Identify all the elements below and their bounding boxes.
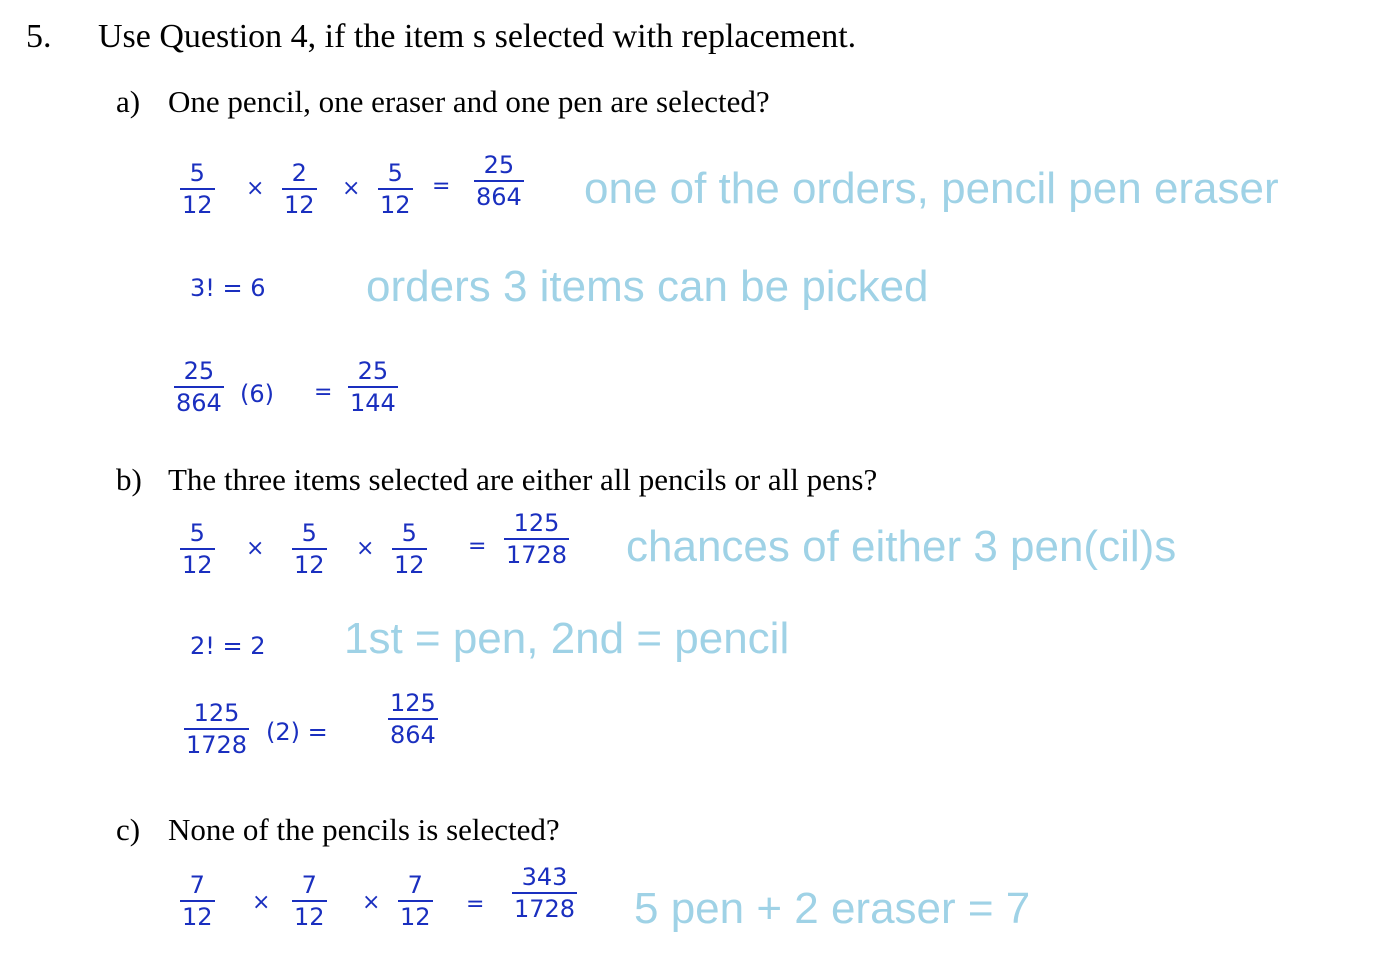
fraction: 5 12 <box>394 519 425 579</box>
times-sign: × <box>246 536 265 561</box>
times-sign: × <box>252 890 271 915</box>
fraction-result: 125 1728 <box>506 509 568 569</box>
times-sign: × <box>342 176 361 201</box>
times-sign: × <box>362 890 381 915</box>
annotation-note: one of the orders, pencil pen eraser <box>584 164 1279 213</box>
fraction: 25 864 <box>176 357 222 417</box>
fraction-result: 343 1728 <box>514 863 576 923</box>
fraction: 7 12 <box>182 871 213 931</box>
fraction-result: 25 144 <box>350 357 396 417</box>
fraction: 125 1728 <box>186 699 248 759</box>
question-number: 5. <box>26 18 52 55</box>
fraction: 5 12 <box>380 159 411 219</box>
factorial-line: 3! = 6 <box>190 274 266 302</box>
fraction: 5 12 <box>182 159 213 219</box>
annotation-note: 1st = pen, 2nd = pencil <box>344 614 790 663</box>
part-a-question <box>116 84 770 120</box>
multiplier: (2) = <box>266 718 328 746</box>
fraction-result: 125 864 <box>390 689 436 749</box>
part-b-question <box>116 462 877 498</box>
fraction: 7 12 <box>294 871 325 931</box>
fraction: 7 12 <box>400 871 431 931</box>
annotation-note: orders 3 items can be picked <box>366 262 929 311</box>
fraction-result: 25 864 <box>476 151 522 211</box>
equals-sign: = <box>466 892 485 917</box>
fraction: 5 12 <box>182 519 213 579</box>
factorial-line: 2! = 2 <box>190 632 266 660</box>
annotation-note: 5 pen + 2 eraser = 7 <box>634 884 1031 933</box>
multiplier: (6) <box>240 380 274 408</box>
equals-sign: = <box>468 534 487 559</box>
part-a-label: a) <box>116 84 141 119</box>
part-c-text: None of the pencils is selected? <box>168 812 560 847</box>
part-b-label: b) <box>116 462 142 497</box>
part-c-label: c) <box>116 812 141 847</box>
equals-sign: = <box>314 380 333 405</box>
fraction: 2 12 <box>284 159 315 219</box>
part-a-text: One pencil, one eraser and one pen are selected? <box>168 84 770 119</box>
part-b-text: The three items selected are either all pencils or all pens? <box>168 462 878 497</box>
annotation-note: chances of either 3 pen(cil)s <box>626 522 1177 571</box>
fraction: 5 12 <box>294 519 325 579</box>
question-text: Use Question 4, if the item s selected with replacement. <box>98 18 857 55</box>
times-sign: × <box>246 176 265 201</box>
equals-sign: = <box>432 174 451 199</box>
part-c-question <box>116 812 560 848</box>
times-sign: × <box>356 536 375 561</box>
